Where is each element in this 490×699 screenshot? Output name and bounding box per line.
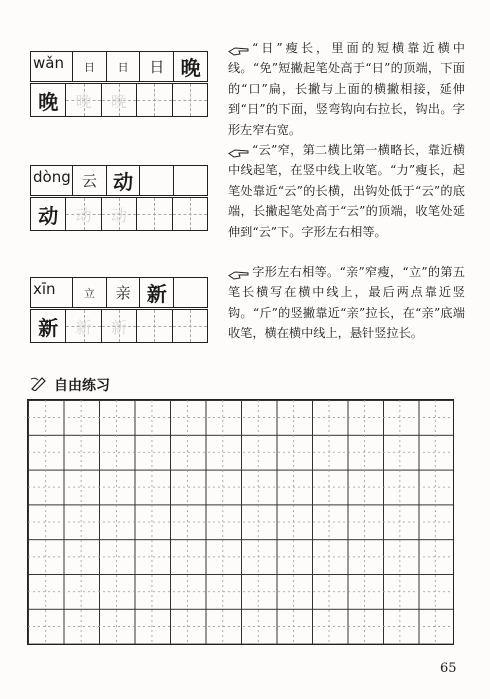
trace-char: 晚 [111,91,128,111]
pointing-hand-icon [228,43,250,54]
model-char: 新 [38,315,59,340]
trace-char: 动 [75,205,92,225]
stroke-step: 日 [117,60,129,74]
grid-dashed-guides [28,400,453,644]
pinyin-label: wǎn [33,54,64,72]
trace-char: 新 [111,317,128,337]
stroke-order-row [30,277,208,308]
practice-row [30,83,208,117]
model-char: 晚 [38,89,59,114]
stroke-step: 新 [146,282,167,306]
free-practice-grid[interactable] [27,399,454,645]
note-text: “日”瘦长，里面的短横靠近横中线。“免”短撇起笔处高于“日”的顶端，下面的“口”扁，长撇与上面的横撇相接，延伸到“日”的下面，竖弯钩向右拉长，钩出。字形左窄右宽。 [228,41,465,137]
free-practice-heading [30,375,110,395]
stroke-step: 日 [149,58,165,76]
free-practice-label: 自由练习 [54,378,110,394]
trace-char: 动 [111,205,128,225]
pointing-hand-icon [228,267,250,278]
page-number: 65 [440,661,457,676]
trace-char: 晚 [75,91,92,111]
pointing-hand-icon [228,145,250,156]
stroke-order-row [30,165,208,196]
pencil-icon [30,375,48,395]
stroke-step: 动 [113,170,134,194]
pinyin-label: xīn [33,280,56,298]
trace-char: 新 [75,317,92,337]
practice-row [30,309,208,343]
stroke-step: 亲 [115,284,131,302]
stroke-step: 云 [81,172,97,190]
stroke-step: 晚 [180,56,201,80]
note-wan [228,38,465,140]
note-text: 字形左右相等。“亲”窄瘦，“立”的第五笔长横写在横中线上，最后两点靠近竖钩。“斤”的竖撇靠近“亲”拉长，在“亲”底端收笔，横在横中线上，悬针竖拉长。 [228,265,465,341]
pinyin-label: dòng [33,168,71,186]
stroke-step: 立 [83,286,95,300]
practice-row [30,197,208,231]
note-dong [228,140,465,242]
note-text: “云”窄，第二横比第一横略长，靠近横中线起笔，在竖中线上收笔。“力”瘦长，起笔处靠近“云”的长横，出钩处低于“云”的底端，长撇起笔处高于“云”的顶端，收笔处延伸到“云”下。字形左右相等。 [228,143,465,239]
stroke-step: 日 [83,60,95,74]
note-xin [228,262,465,344]
stroke-order-row [30,51,208,82]
model-char: 动 [38,203,59,228]
